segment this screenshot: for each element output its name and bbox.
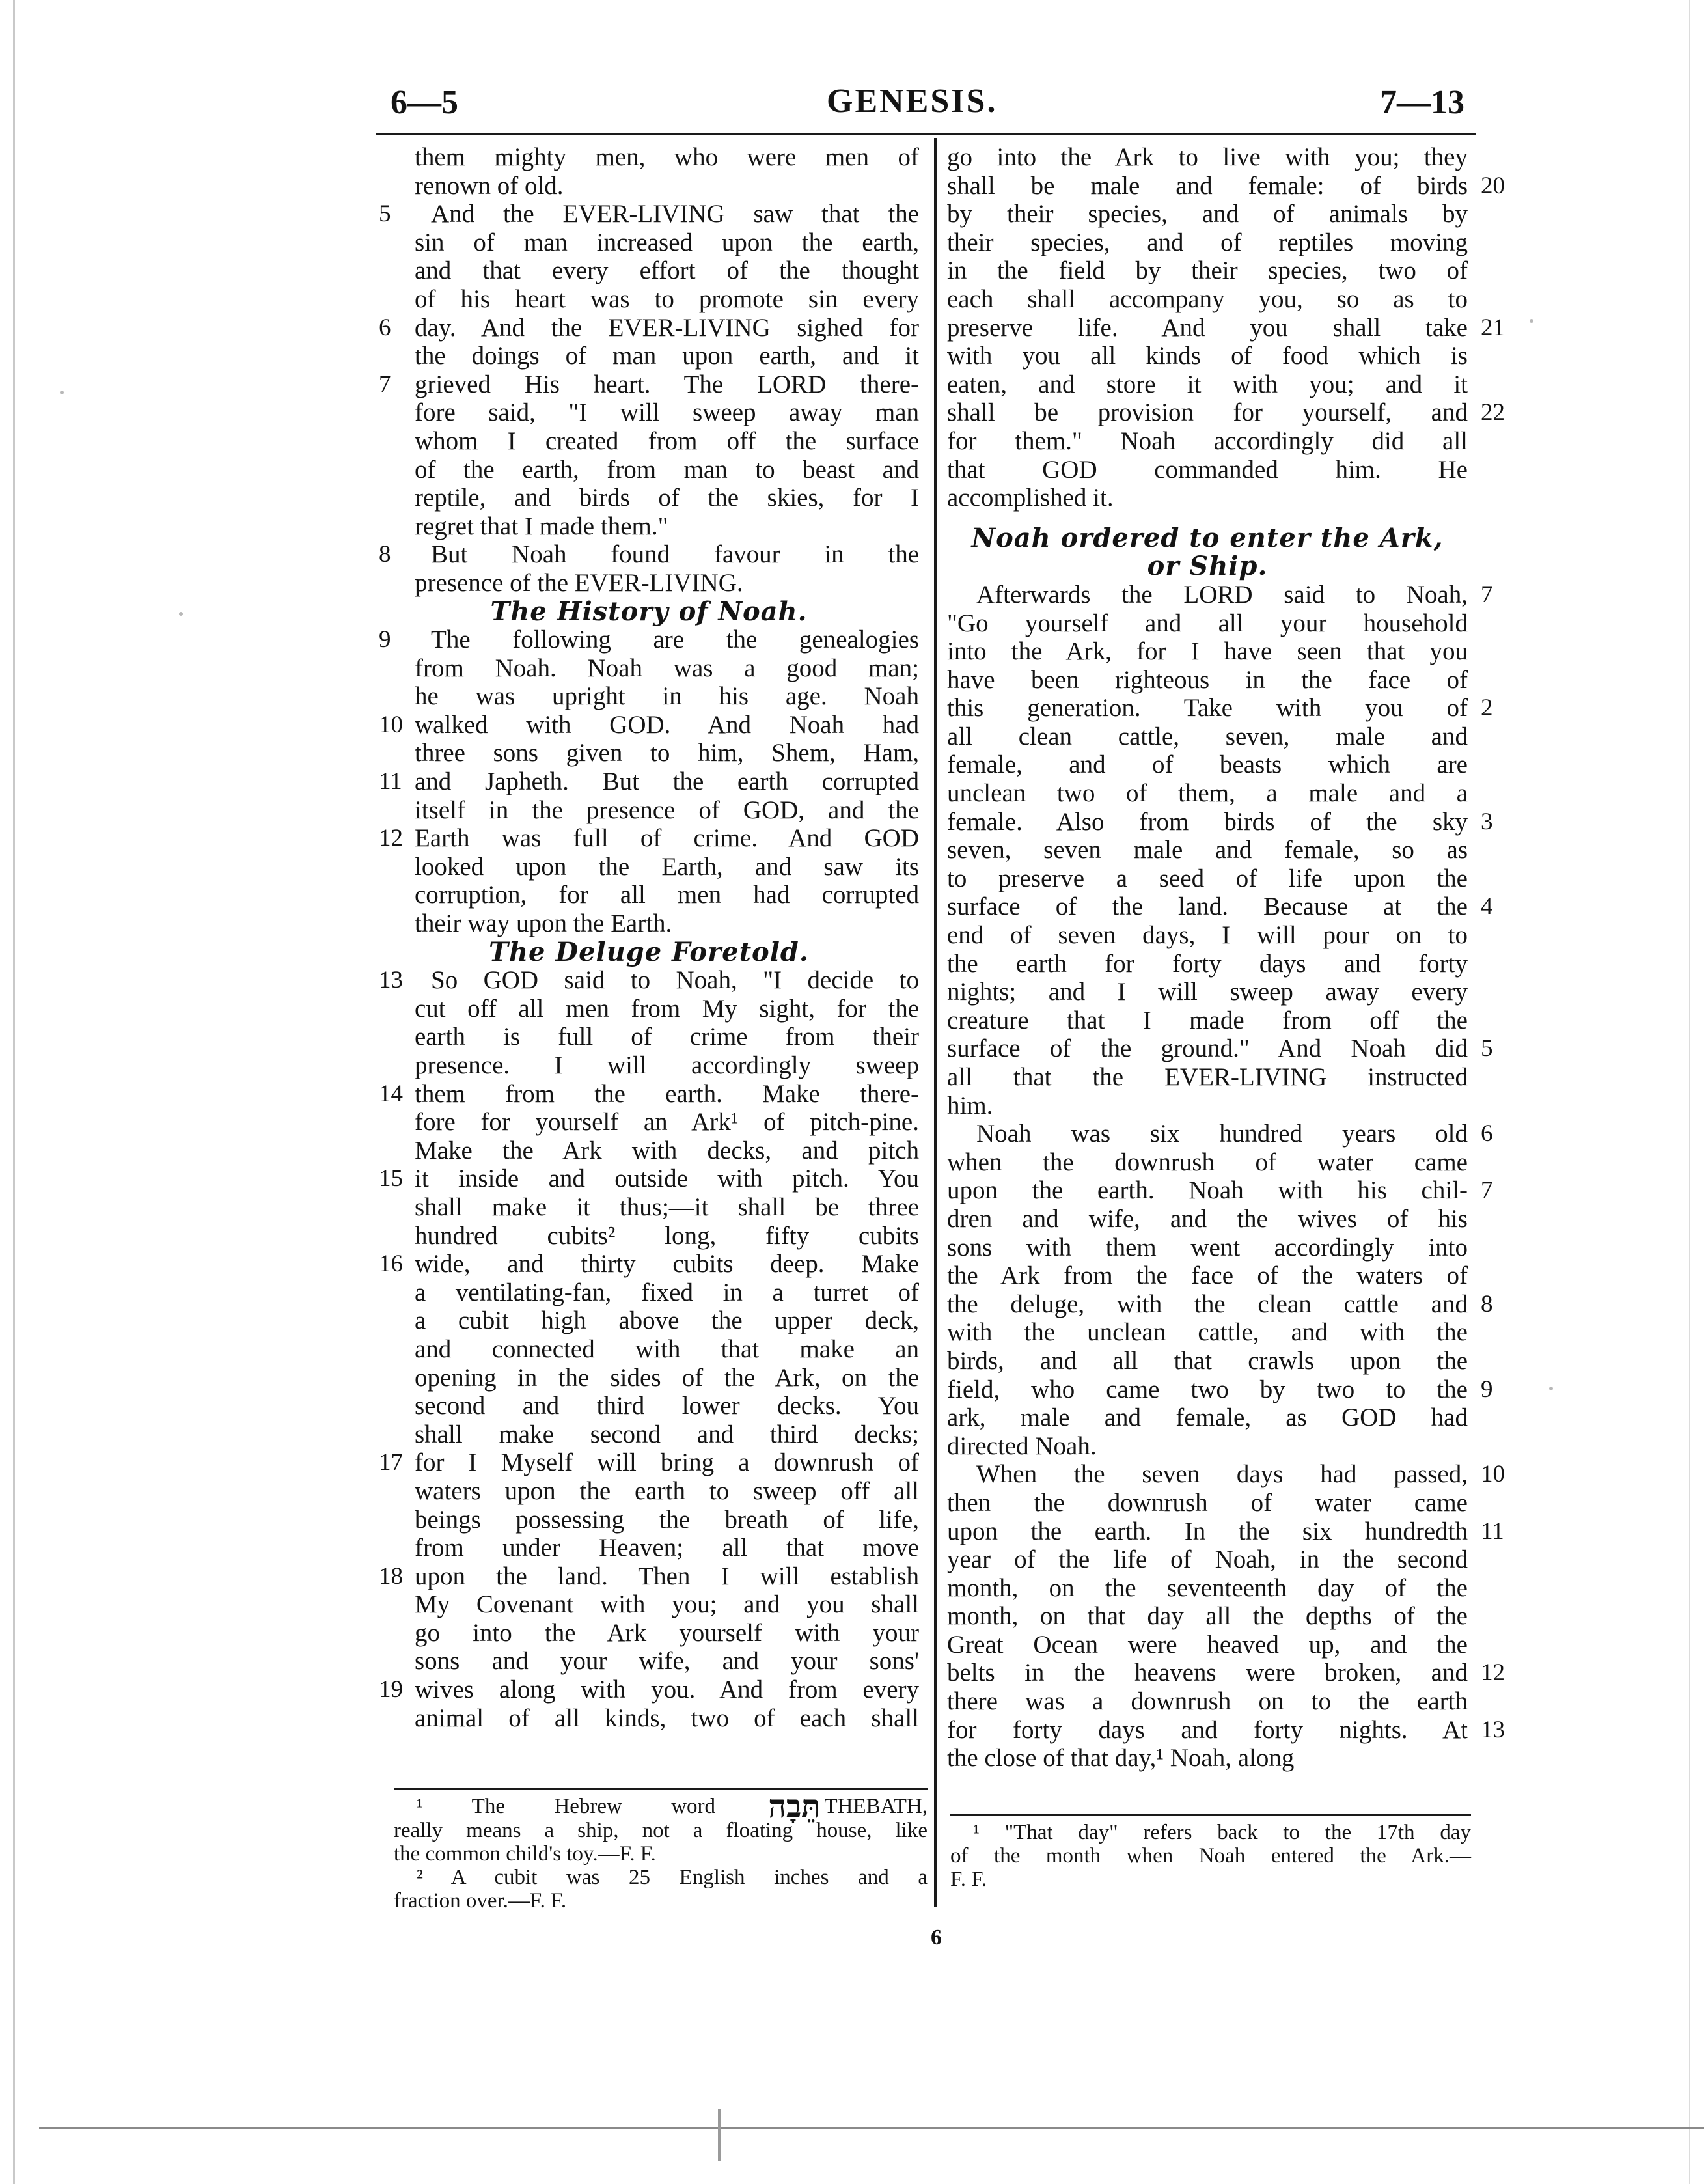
- verse-number: 18: [379, 1562, 403, 1590]
- text-line: [379, 796, 919, 825]
- line-text: each shall accompany you, so as to: [947, 284, 1468, 313]
- text-line: [947, 1290, 1493, 1319]
- verse-number: 7: [1481, 1177, 1493, 1204]
- line-text: shall be male and female: of birds: [947, 171, 1468, 200]
- line-text: When the seven days had passed,: [976, 1460, 1468, 1489]
- text-line: [947, 427, 1468, 456]
- running-header: [378, 77, 1484, 129]
- line-text: "Go yourself and all your household: [947, 609, 1468, 637]
- line-text: whom I created from off the surface: [415, 426, 919, 455]
- text-line: [379, 739, 919, 767]
- scan-edge-left: [13, 0, 15, 2184]
- text-line: [947, 1006, 1468, 1035]
- line-text: into the Ark, for I have seen that you: [947, 637, 1468, 666]
- line-text: beings possessing the breath of life,: [415, 1505, 919, 1534]
- line-text: in the field by their species, two of: [947, 256, 1468, 285]
- line-text: eaten, and store it with you; and it: [947, 370, 1468, 398]
- line-text: grieved His heart. The LORD there-: [415, 370, 919, 398]
- text-line: [379, 1051, 919, 1080]
- text-line: [379, 711, 919, 740]
- text-line: [947, 1347, 1468, 1375]
- line-text: earth is full of crime from their: [415, 1023, 919, 1051]
- text-line: [379, 370, 919, 399]
- text-line: [947, 256, 1468, 285]
- text-line: [947, 1545, 1468, 1574]
- text-line: [947, 751, 1468, 779]
- verse-number: 14: [379, 1080, 403, 1107]
- line-text: belts in the heavens were broken, and: [947, 1659, 1468, 1687]
- line-text: field, who came two by two to the: [947, 1375, 1468, 1403]
- text-line: [379, 1562, 919, 1591]
- line-text: waters upon the earth to sweep off all: [415, 1476, 919, 1505]
- line-text: animal of all kinds, two of each shall: [415, 1704, 919, 1732]
- verse-number: 11: [1481, 1517, 1504, 1545]
- scan-bottom-tick: [718, 2109, 721, 2161]
- line-text: the Ark from the face of the waters of: [947, 1262, 1468, 1290]
- text-line: [947, 1403, 1468, 1432]
- line-text: there was a downrush on to the earth: [947, 1687, 1468, 1716]
- line-text: the earth for forty days and forty: [947, 949, 1468, 978]
- text-line: [379, 1080, 919, 1109]
- section-heading: or Ship.: [1147, 551, 1268, 582]
- line-text: The following are the genealogies: [431, 626, 919, 654]
- text-line: [947, 1489, 1468, 1517]
- line-text: presence of the EVER-LIVING.: [415, 568, 743, 597]
- text-line: [947, 1148, 1468, 1177]
- line-text: all that the EVER-LIVING instructed: [947, 1063, 1468, 1091]
- text-line: [947, 1318, 1468, 1347]
- line-text: of his heart was to promote sin every: [415, 284, 919, 313]
- line-text: for I Myself will bring a downrush of: [415, 1448, 919, 1477]
- line-text: Make the Ark with decks, and pitch: [415, 1136, 919, 1165]
- line-text: birds, and all that crawls upon the: [947, 1346, 1468, 1375]
- line-text: and Japheth. But the earth corrupted: [415, 767, 919, 796]
- left-column: [379, 143, 919, 1732]
- page-number: 6: [931, 1926, 942, 1950]
- text-line: [947, 228, 1468, 257]
- verse-number: 10: [1481, 1461, 1505, 1488]
- line-text: corruption, for all men had corrupted: [415, 881, 919, 909]
- text-line: [947, 1432, 1468, 1461]
- line-text: opening in the sides of the Ark, on the: [415, 1363, 919, 1392]
- text-line: [947, 1034, 1493, 1063]
- line-text: their species, and of reptiles moving: [947, 228, 1468, 256]
- line-text: wives along with you. And from every: [415, 1676, 919, 1704]
- text-line: [379, 456, 919, 484]
- text-line: [947, 1715, 1505, 1745]
- text-line: [947, 1063, 1468, 1092]
- line-text: shall be provision for yourself, and: [947, 398, 1468, 427]
- line-text: And the EVER-LIVING saw that the: [431, 200, 919, 228]
- text-line: [947, 779, 1468, 808]
- text-line: [379, 1477, 919, 1506]
- text-line: [379, 1590, 919, 1619]
- text-line: [379, 1137, 919, 1165]
- text-line: [947, 456, 1468, 484]
- line-text: Earth was full of crime. And GOD: [415, 824, 919, 853]
- verse-number: 16: [379, 1251, 403, 1278]
- verse-number: 10: [379, 711, 403, 738]
- line-text: Noah was six hundred years old: [976, 1120, 1468, 1148]
- text-line: [379, 569, 919, 598]
- text-line: [947, 1262, 1468, 1290]
- line-text: have been righteous in the face of: [947, 665, 1468, 694]
- verse-number: 15: [379, 1165, 403, 1193]
- text-line: [379, 314, 919, 342]
- text-line: [379, 285, 919, 314]
- line-text: renown of old.: [415, 171, 564, 200]
- line-text: Afterwards the LORD said to Noah,: [976, 580, 1468, 609]
- text-line: [379, 1222, 919, 1251]
- line-text: he was upright in his age. Noah: [415, 682, 919, 711]
- text-line: [947, 1176, 1493, 1205]
- text-line: [379, 398, 919, 427]
- book-title: GENESIS.: [827, 83, 998, 120]
- footnotes-right: [950, 1821, 1471, 1891]
- line-text: shall make it thus;—it shall be three: [415, 1193, 919, 1221]
- line-text: dren and wife, and the wives of his: [947, 1204, 1468, 1233]
- verse-number: 5: [1481, 1035, 1493, 1062]
- scan-bottom-line: [39, 2127, 1704, 2129]
- footnote-1-intro: ¹ The Hebrew word: [417, 1795, 716, 1818]
- line-text: it inside and outside with pitch. You: [415, 1165, 919, 1193]
- line-text: the deluge, with the clean cattle and: [947, 1290, 1468, 1318]
- line-text: upon the land. Then I will establish: [415, 1562, 919, 1590]
- text-line: [947, 398, 1505, 427]
- line-text: ark, male and female, as GOD had: [947, 1403, 1468, 1432]
- verse-number: 13: [379, 967, 403, 994]
- verse-number: 19: [379, 1676, 403, 1704]
- line-text: month, on that day all the depths of the: [947, 1602, 1468, 1631]
- scan-speck: [1549, 1387, 1553, 1390]
- text-line: [379, 1647, 919, 1676]
- line-text: nights; and I will sweep away every: [947, 978, 1468, 1006]
- line-text: female. Also from birds of the sky: [947, 807, 1468, 836]
- line-text: go into the Ark to live with you; they: [947, 143, 1468, 171]
- line-text: that GOD commanded him. He: [947, 455, 1468, 484]
- text-line: [947, 1205, 1468, 1234]
- line-text: shall make second and third decks;: [415, 1420, 919, 1448]
- text-line: [379, 1250, 919, 1279]
- line-text: them mighty men, who were men of: [415, 143, 919, 171]
- line-text: this generation. Take with you of: [947, 694, 1468, 723]
- line-text: the close of that day,¹ Noah, along: [947, 1744, 1295, 1773]
- verse-number: 6: [379, 314, 391, 341]
- verse-number: 2: [1481, 695, 1493, 722]
- line-text: a cubit high above the upper deck,: [415, 1306, 919, 1335]
- text-line: [947, 1687, 1468, 1716]
- text-line: [947, 950, 1468, 978]
- footnote-line: of the month when Noah entered the Ark.—: [950, 1844, 1471, 1868]
- text-line: [947, 1602, 1468, 1631]
- line-text: fore said, "I will sweep away man: [415, 398, 919, 427]
- line-text: from under Heaven; all that move: [415, 1534, 919, 1562]
- verse-number: 21: [1481, 314, 1505, 341]
- chapter-verse-start: 6—5: [391, 84, 458, 121]
- text-line: [379, 1108, 919, 1137]
- line-text: to preserve a seed of life upon the: [947, 864, 1468, 892]
- line-text: looked upon the Earth, and saw its: [415, 852, 919, 881]
- line-text: hundred cubits² long, fifty cubits: [415, 1221, 919, 1250]
- text-line: [947, 1234, 1468, 1262]
- line-text: with the unclean cattle, and with the: [947, 1318, 1468, 1347]
- hebrew-word: תֵּבָה: [768, 1790, 821, 1824]
- text-line: [947, 723, 1468, 751]
- line-text: with you all kinds of food which is: [947, 342, 1468, 370]
- footnote-1-line: [394, 1790, 928, 1824]
- text-line: [947, 1574, 1468, 1603]
- line-text: him.: [947, 1091, 993, 1120]
- line-text: upon the earth. In the six hundredth: [947, 1517, 1468, 1545]
- verse-number: 20: [1481, 172, 1505, 199]
- footnotes-left: [394, 1790, 928, 1913]
- line-text: go into the Ark yourself with your: [415, 1618, 919, 1647]
- text-line: [379, 995, 919, 1023]
- text-line: [379, 1619, 919, 1648]
- text-line: [947, 370, 1468, 399]
- text-line: [379, 654, 919, 683]
- text-line: [379, 767, 919, 796]
- footnote-line: ¹ "That day" refers back to the 17th day: [973, 1821, 1471, 1844]
- text-line: [379, 342, 919, 370]
- text-line: [379, 966, 919, 995]
- verse-number: 11: [379, 768, 402, 795]
- text-line: [379, 1420, 919, 1449]
- text-line: [379, 682, 919, 711]
- verse-number: 12: [379, 825, 403, 852]
- text-line: [379, 484, 919, 512]
- line-text: and that every effort of the thought: [415, 256, 919, 285]
- line-text: month, on the seventeenth day of the: [947, 1573, 1468, 1602]
- section-heading: Noah ordered to enter the Ark,: [971, 522, 1444, 553]
- text-line: [379, 200, 919, 228]
- text-line: [947, 978, 1468, 1006]
- line-text: second and third lower decks. You: [415, 1392, 919, 1420]
- line-text: the doings of man upon earth, and it: [415, 342, 919, 370]
- footnote-2-line: ² A cubit was 25 English inches and a: [417, 1866, 928, 1889]
- text-line: [947, 864, 1468, 893]
- line-text: for them." Noah accordingly did all: [947, 426, 1468, 455]
- line-text: presence. I will accordingly sweep: [415, 1051, 919, 1079]
- line-text: three sons given to him, Shem, Ham,: [415, 739, 919, 767]
- text-line: [379, 909, 919, 938]
- line-text: regret that I made them.": [415, 512, 668, 540]
- text-line: [379, 256, 919, 285]
- text-line: [947, 694, 1493, 723]
- line-text: So GOD said to Noah, "I decide to: [431, 966, 919, 995]
- right-column: [947, 143, 1505, 1773]
- text-line: [947, 1517, 1504, 1546]
- text-line: [947, 342, 1468, 370]
- text-line: [379, 1335, 919, 1364]
- line-text: cut off all men from My sight, for the: [415, 994, 919, 1023]
- text-line: [379, 540, 919, 569]
- text-line: [379, 1448, 919, 1477]
- line-text: for forty days and forty nights. At: [947, 1715, 1468, 1744]
- line-text: reptile, and birds of the skies, for I: [415, 484, 919, 512]
- footnote-1-line: really means a ship, not a floating house, like: [394, 1819, 928, 1842]
- text-line: [947, 200, 1468, 228]
- verse-number: 8: [379, 541, 391, 568]
- text-line: [947, 484, 1468, 512]
- section-heading: The Deluge Foretold.: [489, 936, 809, 967]
- verse-number: 13: [1481, 1716, 1505, 1743]
- text-line: [379, 1364, 919, 1392]
- line-text: sin of man increased upon the earth,: [415, 228, 919, 256]
- text-line: [947, 609, 1468, 638]
- line-text: and connected with that make an: [415, 1334, 919, 1363]
- footnote-rule-right: [950, 1814, 1471, 1816]
- text-line: [379, 1193, 919, 1222]
- text-line: [947, 285, 1468, 314]
- text-line: [379, 1279, 919, 1307]
- footnote-line: F. F.: [950, 1868, 987, 1891]
- verse-number: 5: [379, 200, 391, 228]
- line-text: sons and your wife, and your sons': [415, 1647, 919, 1676]
- text-line: [947, 580, 1493, 609]
- text-line: [947, 1375, 1493, 1404]
- text-line: [947, 807, 1493, 836]
- text-line: [379, 626, 919, 654]
- text-line: [379, 824, 919, 853]
- text-line: [947, 1460, 1505, 1489]
- text-line: [379, 1506, 919, 1534]
- text-line: [379, 1023, 919, 1051]
- text-line: [379, 1676, 919, 1704]
- line-text: a ventilating-fan, fixed in a turret of: [415, 1278, 919, 1306]
- scan-edge-right: [1689, 0, 1690, 2184]
- text-line: [379, 853, 919, 881]
- text-line: [379, 881, 919, 909]
- text-line: [947, 1744, 1468, 1773]
- text-line: [379, 1306, 919, 1335]
- chapter-verse-end: 7—13: [1380, 84, 1464, 121]
- footnote-rule-left: [394, 1788, 928, 1790]
- line-text: them from the earth. Make there-: [415, 1079, 919, 1108]
- line-text: preserve life. And you shall take: [947, 313, 1468, 342]
- line-text: surface of the land. Because at the: [947, 892, 1468, 921]
- line-text: day. And the EVER-LIVING sighed for: [415, 313, 919, 342]
- line-text: upon the earth. Noah with his chil-: [947, 1176, 1468, 1205]
- line-text: directed Noah.: [947, 1431, 1097, 1460]
- line-text: of the earth, from man to beast and: [415, 455, 919, 484]
- text-line: [379, 1392, 919, 1420]
- verse-number: 8: [1481, 1290, 1493, 1318]
- text-line: [379, 1704, 919, 1733]
- scan-speck: [1530, 319, 1533, 323]
- text-line: [947, 892, 1493, 921]
- line-text: But Noah found favour in the: [431, 540, 919, 569]
- line-text: sons with them went accordingly into: [947, 1233, 1468, 1262]
- text-line: [379, 172, 919, 200]
- line-text: walked with GOD. And Noah had: [415, 710, 919, 739]
- footnote-2-line: fraction over.—F. F.: [394, 1889, 567, 1913]
- verse-number: 12: [1481, 1659, 1505, 1687]
- line-text: itself in the presence of GOD, and the: [415, 795, 919, 824]
- text-line: [947, 1631, 1468, 1659]
- text-line: [947, 143, 1468, 172]
- line-text: then the downrush of water came: [947, 1488, 1468, 1517]
- line-text: Great Ocean were heaved up, and the: [947, 1630, 1468, 1659]
- text-line: [947, 637, 1468, 666]
- line-text: surface of the ground." And Noah did: [947, 1034, 1468, 1063]
- verse-number: 7: [379, 370, 391, 398]
- text-line: [379, 1165, 919, 1193]
- verse-number: 6: [1481, 1120, 1493, 1148]
- line-text: from Noah. Noah was a good man;: [415, 654, 919, 682]
- verse-number: 4: [1481, 893, 1493, 920]
- text-line: [947, 1659, 1505, 1687]
- text-line: [947, 1092, 1468, 1120]
- text-line: [379, 1534, 919, 1562]
- line-text: when the downrush of water came: [947, 1148, 1468, 1176]
- line-text: their way upon the Earth.: [415, 909, 672, 938]
- line-text: unclean two of them, a male and a: [947, 779, 1468, 808]
- verse-number: 7: [1481, 581, 1493, 608]
- footnote-1-line: the common child's toy.—F. F.: [394, 1842, 656, 1866]
- line-text: accomplished it.: [947, 484, 1114, 512]
- line-text: seven, seven male and female, so as: [947, 836, 1468, 864]
- text-line: [379, 143, 919, 172]
- line-text: creature that I made from off the: [947, 1006, 1468, 1034]
- line-text: end of seven days, I will pour on to: [947, 921, 1468, 950]
- text-line: [947, 171, 1505, 200]
- text-line: [947, 313, 1505, 342]
- text-line: [947, 1120, 1493, 1148]
- text-line: [379, 228, 919, 257]
- header-rule: [376, 133, 1476, 135]
- line-text: by their species, and of animals by: [947, 200, 1468, 228]
- verse-number: 22: [1481, 399, 1505, 426]
- text-line: [379, 427, 919, 456]
- text-line: [947, 921, 1468, 950]
- line-text: all clean cattle, seven, male and: [947, 722, 1468, 751]
- verse-number: 9: [379, 626, 391, 654]
- line-text: My Covenant with you; and you shall: [415, 1590, 919, 1619]
- line-text: wide, and thirty cubits deep. Make: [415, 1250, 919, 1279]
- text-line: [947, 666, 1468, 695]
- text-line: [947, 836, 1468, 864]
- line-text: fore for yourself an Ark¹ of pitch-pine.: [415, 1108, 919, 1137]
- verse-number: 3: [1481, 808, 1493, 835]
- section-heading: The History of Noah.: [490, 596, 808, 627]
- column-divider: [934, 138, 937, 1907]
- verse-number: 17: [379, 1449, 403, 1476]
- verse-number: 9: [1481, 1375, 1493, 1403]
- line-text: female, and of beasts which are: [947, 751, 1468, 779]
- scan-speck: [60, 391, 64, 394]
- footnote-1-transliteration: THEBATH,: [824, 1795, 928, 1818]
- scan-speck: [179, 612, 183, 616]
- line-text: year of the life of Noah, in the second: [947, 1545, 1468, 1574]
- text-line: [379, 512, 919, 541]
